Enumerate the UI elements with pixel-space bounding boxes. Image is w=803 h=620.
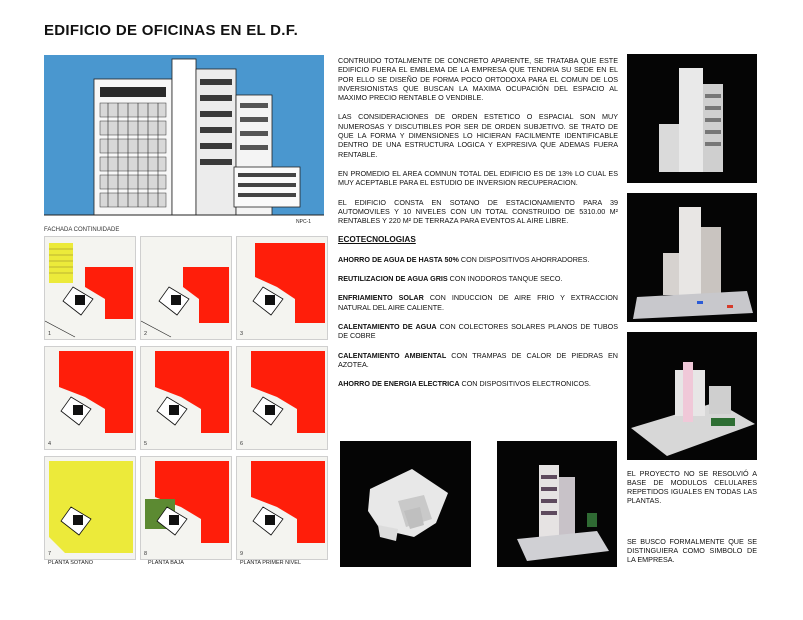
- model-image: [627, 54, 757, 183]
- floor-plan-6: [236, 346, 328, 450]
- model-photo-top-view: [340, 441, 471, 567]
- plan-number: 1: [48, 331, 52, 337]
- paragraph: CONTRUIDO TOTALMENTE DE CONCRETO APARENTE, SE TRATABA QUE ESTE EDIFICIO FUERA EL EMBLEMA DE LA EMPRESA QUE TENDRIA SU SEDE EN EL POR ELLO SE DISEÑO DE FORMA POCO ORTODOXA PARA EL COMUN DE LOS INVERSIONISTAS QUE BUSCAN LA MAXIMA OCUPACIÓN DEL ESPACIO AL MAXIMO PRECIO RENTABLE O VENDIBLE.: [338, 56, 618, 103]
- floor-plan-5: [140, 346, 232, 450]
- eco-item: [338, 255, 618, 264]
- plan-number: 5: [144, 441, 148, 447]
- elevation-caption: FACHADA CONTINUIDADE: [44, 227, 120, 233]
- eco-item-bold: CALENTAMIENTO DE AGUA: [338, 321, 437, 331]
- floor-plan-3: [236, 236, 328, 340]
- eco-item-bold: REUTILIZACION DE AGUA GRIS: [338, 274, 448, 284]
- plan-illustration: [237, 237, 327, 339]
- paragraph: LAS CONSIDERACIONES DE ORDEN ESTETICO O ESPACIAL SON MUY NUMEROSAS Y DISCUTIBLES POR SER DE ORDEN SUBJETIVO. SE TRATO DE QUE LA FORMA Y DIMENSIONES LO HICIERAN FACILMENTE IDENTIFICABLE DENTRO DE UNA ESTRUCTURA LOGICA Y EXPRESIVA QUE ADEMAS FUERA RENTABLE.: [338, 112, 618, 159]
- plan-number: 4: [48, 441, 52, 447]
- plan-illustration: [237, 457, 327, 559]
- eco-item: [338, 274, 618, 283]
- eco-item-text: CON DISPOSITIVOS AHORRADORES.: [458, 254, 590, 264]
- plan-illustration: [141, 457, 231, 559]
- eco-item-bold: ENFRIAMIENTO SOLAR: [338, 293, 424, 303]
- plan-caption-sotano: PLANTA SOTANO: [48, 560, 94, 566]
- floor-plan-2: [140, 236, 232, 340]
- eco-item: [338, 293, 618, 312]
- plan-number: 9: [240, 551, 244, 557]
- plan-number: 2: [144, 331, 148, 337]
- model-image: [627, 193, 757, 322]
- plan-caption-baja: PLANTA BAJA: [148, 560, 184, 566]
- building-elevation-illustration: [44, 55, 324, 227]
- eco-item: [338, 322, 618, 341]
- floor-plan-7: [44, 456, 136, 560]
- plan-illustration: [141, 347, 231, 449]
- model-photo-3: [627, 332, 757, 460]
- eco-item-bold: AHORRO DE AGUA DE HASTA 50%: [338, 254, 459, 264]
- elevation-stamp: NPC-1: [296, 219, 312, 225]
- eco-item-bold: CALENTAMIENTO AMBIENTAL: [338, 350, 447, 360]
- eco-item: [338, 379, 618, 388]
- description-column: [338, 56, 618, 398]
- eco-heading: ECOTECNOLOGIAS: [338, 235, 416, 245]
- model-street-image: [497, 441, 617, 567]
- plan-illustration: [141, 237, 231, 339]
- paragraph: EL EDIFICIO CONSTA EN SOTANO DE ESTACIONAMIENTO PARA 39 AUTOMOVILES Y 10 NIVELES CON UN TOTAL CONSTRUIDO DE 5310.00 M² RENTABLES Y 220 M² DE TERRAZA PARA EVENTOS AL AIRE LIBRE.: [338, 197, 618, 226]
- model-top-image: [340, 441, 471, 567]
- plan-number: 8: [144, 551, 148, 557]
- model-photo-street: [497, 441, 617, 567]
- page-title: EDIFICIO DE OFICINAS EN EL D.F.: [44, 22, 299, 39]
- eco-item-text: CON COLECTORES SOLARES PLANOS DE TUBOS DE COBRE: [338, 321, 619, 341]
- floor-plan-grid: [44, 236, 326, 568]
- eco-item-text: CON INDUCCION DE AIRE FRIO Y EXTRACCION NATURAL DEL AIRE CALIENTE.: [338, 293, 618, 312]
- floor-plan-9: [236, 456, 328, 560]
- model-image: [627, 332, 757, 460]
- elevation-drawing: [44, 55, 324, 227]
- plan-number: 6: [240, 441, 244, 447]
- eco-item-text: CON DISPOSITIVOS ELECTRONICOS.: [459, 379, 591, 389]
- plan-illustration: [45, 237, 135, 339]
- plan-illustration: [45, 347, 135, 449]
- floor-plan-8: [140, 456, 232, 560]
- plan-caption-primer-nivel: PLANTA PRIMER NIVEL: [240, 560, 302, 566]
- plan-number: 7: [48, 551, 52, 557]
- floor-plan-1: [44, 236, 136, 340]
- eco-item: [338, 351, 618, 370]
- side-note-2: SE BUSCO FORMALMENTE QUE SE DISTINGUIERA COMO SIMBOLO DE LA EMPRESA.: [627, 537, 757, 564]
- side-note-1: EL PROYECTO NO SE RESOLVIÓ A BASE DE MODULOS CELULARES REPETIDOS IGUALES EN TODAS LAS PLANTAS.: [627, 469, 757, 505]
- plan-number: 3: [240, 331, 244, 337]
- floor-plan-4: [44, 346, 136, 450]
- eco-item-text: CON INODOROS TANQUE SECO.: [447, 274, 563, 284]
- model-photo-2: [627, 193, 757, 322]
- plan-illustration: [45, 457, 135, 559]
- model-photo-1: [627, 54, 757, 183]
- plan-illustration: [237, 347, 327, 449]
- eco-item-text: CON TRAMPAS DE CALOR DE PIEDRAS EN AZOTEA.: [338, 350, 618, 369]
- eco-item-bold: AHORRO DE ENERGIA ELECTRICA: [338, 379, 460, 389]
- paragraph: EN PROMEDIO EL AREA COMNUN TOTAL DEL EDIFICIO ES DE 13% LO CUAL ES MUY ACEPTABLE PARA EL ESTUDIO DE INVERSION RECUPERACION.: [338, 168, 618, 188]
